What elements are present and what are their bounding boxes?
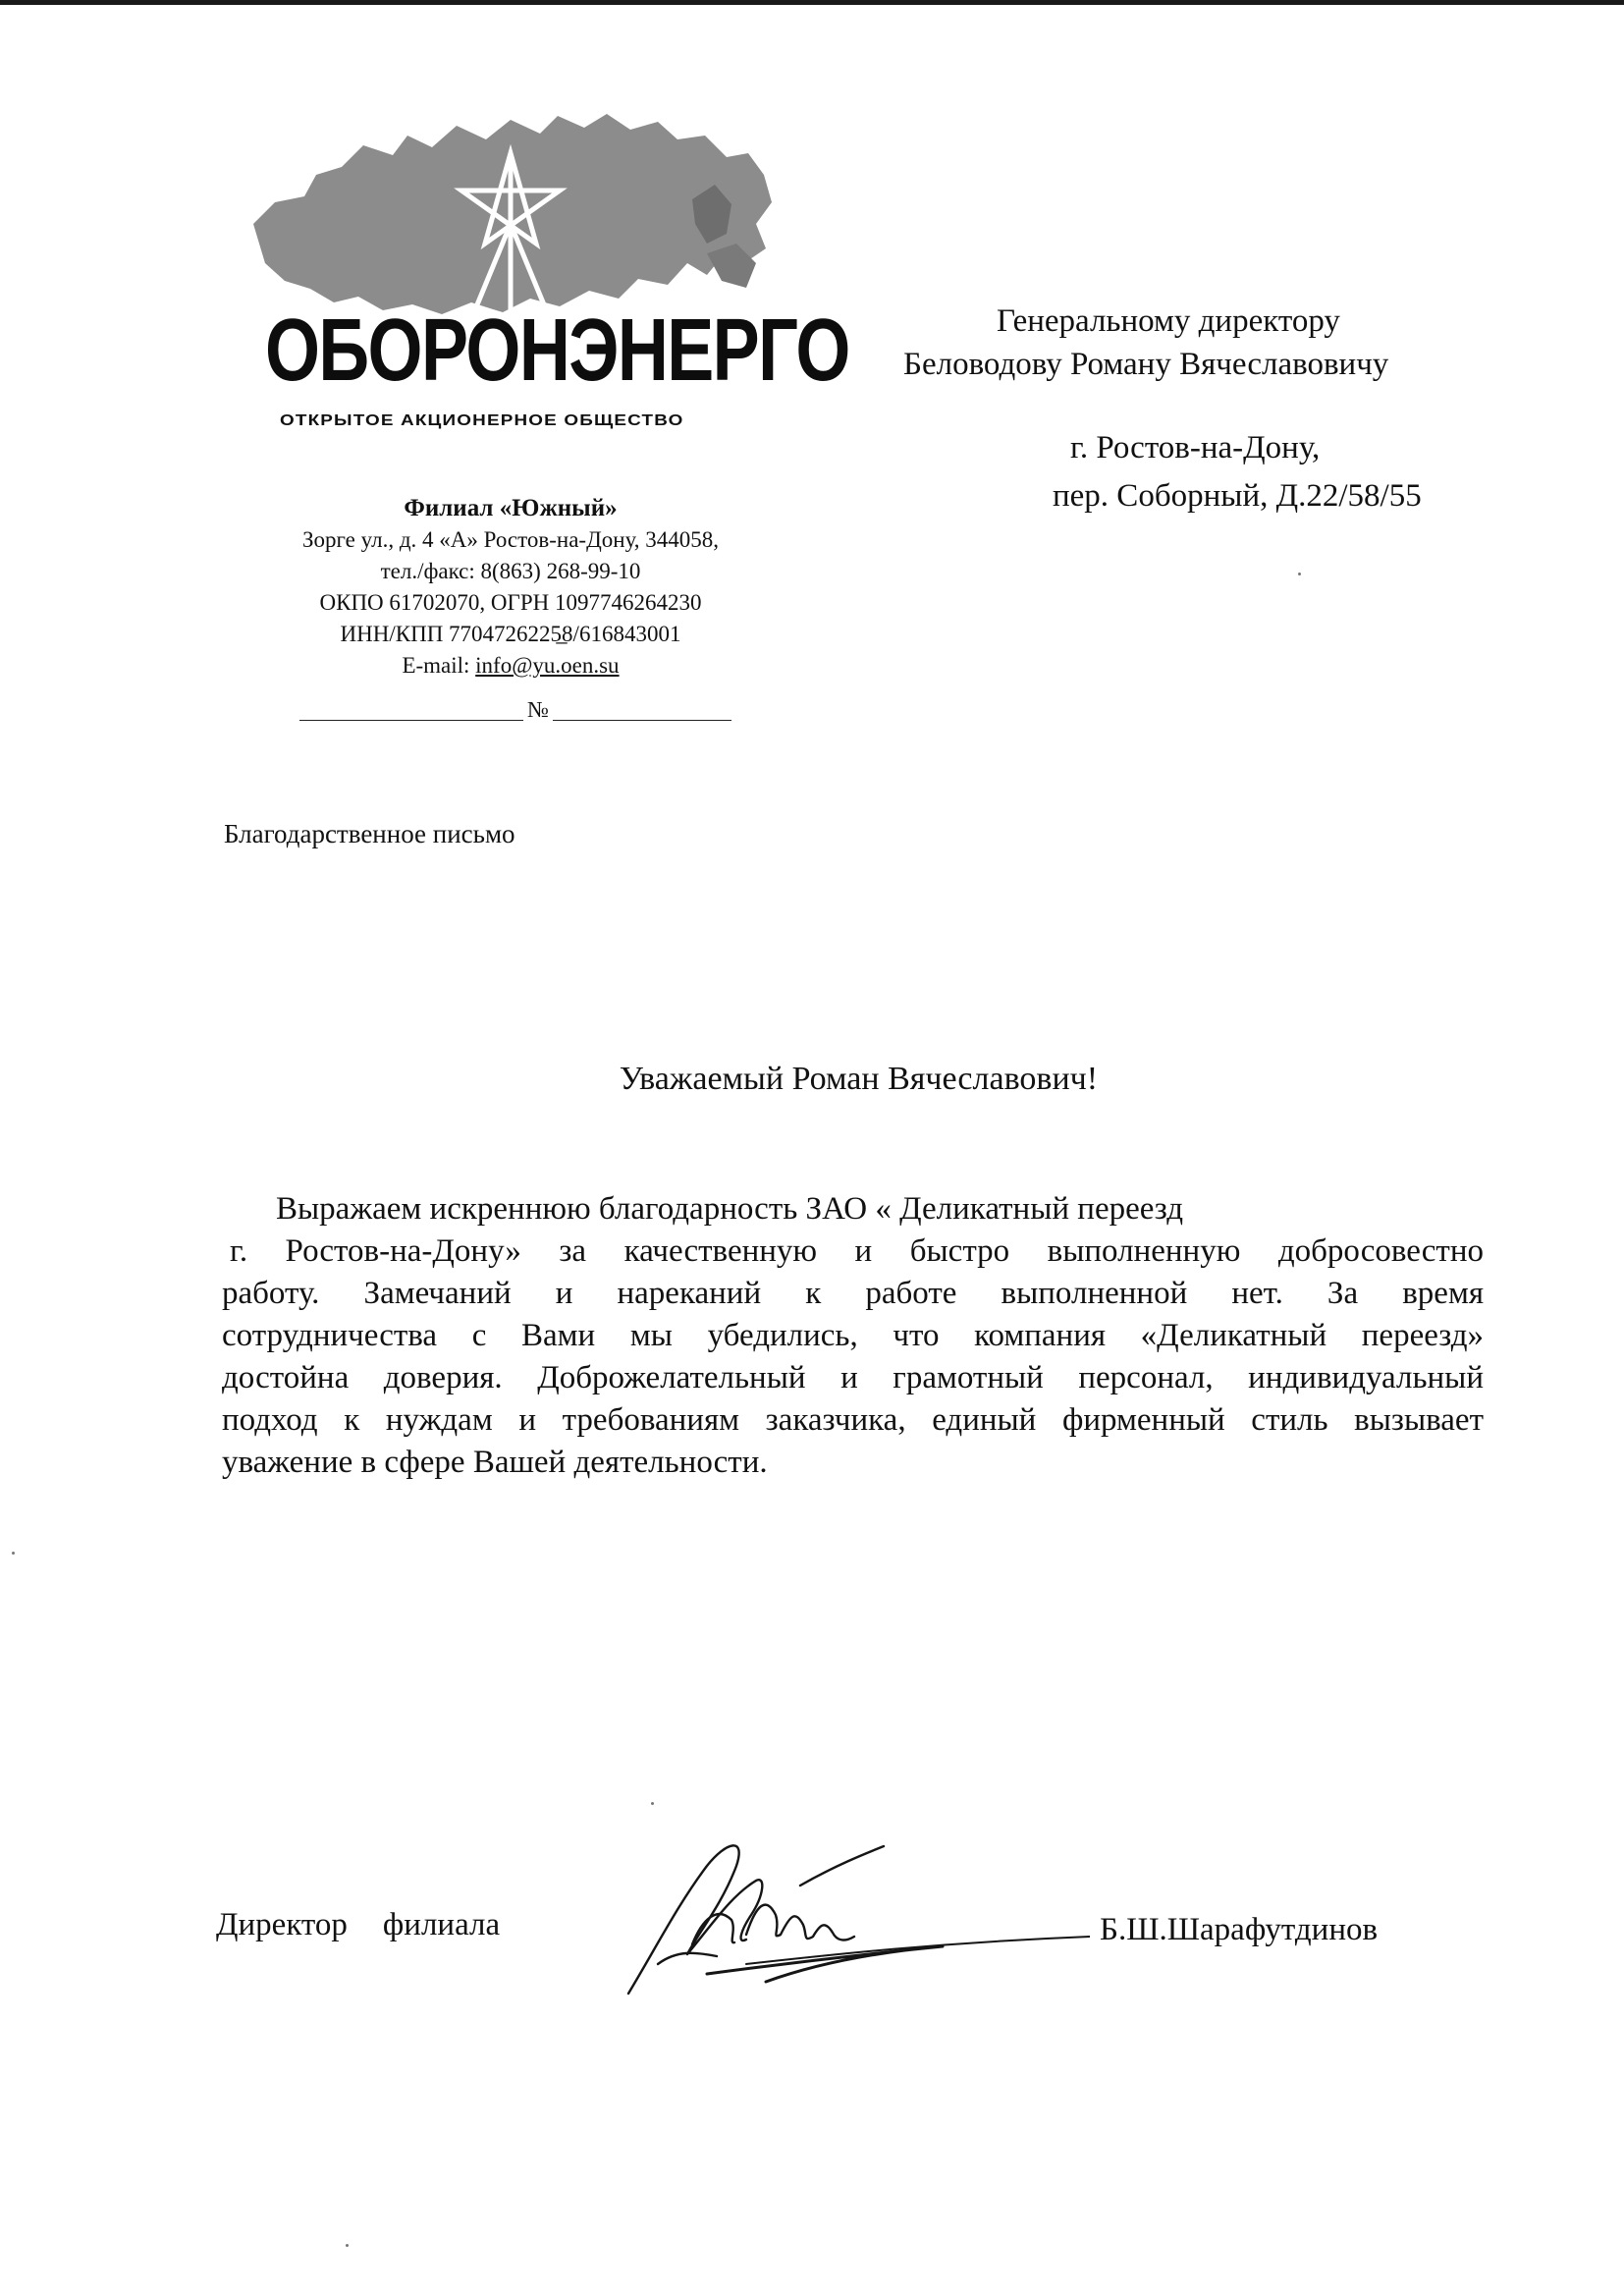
- body-line: подход к нуждам и требованиям заказчика, единый фирменный стиль вызывает: [222, 1402, 1484, 1438]
- number-blank: [553, 720, 731, 721]
- body-line: сотрудничества с Вами мы убедились, что компания «Деликатный переезд»: [222, 1318, 1484, 1353]
- company-logo: [236, 106, 849, 435]
- body-line: уважение в сфере Вашей деятельности.: [222, 1445, 768, 1480]
- company-name: ОБОРОНЭНЕРГО: [265, 301, 849, 400]
- branch-phone: тел./факс: 8(863) 268-99-10: [380, 559, 641, 583]
- body-line: г. Ростов-на-Дону» за качественную и быстро выполненную добросовестно: [230, 1233, 1484, 1269]
- addressee-street: пер. Соборный, Д.22/58/55: [1053, 478, 1422, 514]
- branch-requisites: [250, 493, 771, 682]
- branch-email-row: [250, 650, 771, 682]
- handwritten-signature: [619, 1827, 1090, 2003]
- body-line: Выражаем искреннюю благодарность ЗАО « Деликатный переезд: [276, 1191, 1184, 1227]
- document-type: Благодарственное письмо: [224, 819, 515, 848]
- registration-number-line: [299, 695, 731, 721]
- russia-map-icon: [245, 106, 776, 317]
- addressee-block: [903, 300, 1512, 386]
- number-sign: №: [527, 697, 549, 722]
- addressee-city: г. Ростов-на-Дону,: [1070, 430, 1321, 465]
- scan-speck: [12, 1552, 15, 1555]
- signatory-title: [216, 1907, 500, 1943]
- body-line: работу. Замечаний и нареканий к работе выполненной нет. За время: [222, 1276, 1484, 1311]
- email-link[interactable]: info@yu.oen.su: [475, 653, 620, 678]
- company-subtitle: ОТКРЫТОЕ АКЦИОНЕРНОЕ ОБЩЕСТВО: [280, 412, 684, 429]
- branch-name: Филиал «Южный»: [404, 495, 618, 521]
- scan-speck: [651, 1802, 654, 1805]
- branch-okpo-ogrn: ОКПО 61702070, ОГРН 1097746264230: [319, 590, 702, 615]
- branch-inn-kpp: ИНН/КПП 7704726225̲8/616843001: [340, 622, 681, 646]
- date-blank: [299, 720, 523, 721]
- signatory-title-word-1: Директор: [216, 1907, 348, 1942]
- addressee-line-1: Генеральному директору: [997, 303, 1340, 339]
- letter-body: [222, 1188, 1484, 1484]
- addressee-line-2: Беловодову Роману Вячеславовичу: [903, 347, 1389, 382]
- email-label: E-mail:: [402, 653, 470, 678]
- body-line: достойна доверия. Доброжелательный и грамотный персонал, индивидуальный: [222, 1360, 1484, 1395]
- branch-address: Зорге ул., д. 4 «А» Ростов-на-Дону, 344058,: [301, 527, 720, 552]
- scan-speck: [1298, 573, 1301, 575]
- signatory-title-word-2: филиала: [382, 1907, 501, 1942]
- salutation: Уважаемый Роман Вячеславович!: [619, 1061, 1099, 1097]
- signatory-name: Б.Ш.Шарафутдинов: [1100, 1912, 1379, 1947]
- scan-speck: [346, 2244, 349, 2247]
- scan-top-edge: [0, 0, 1624, 5]
